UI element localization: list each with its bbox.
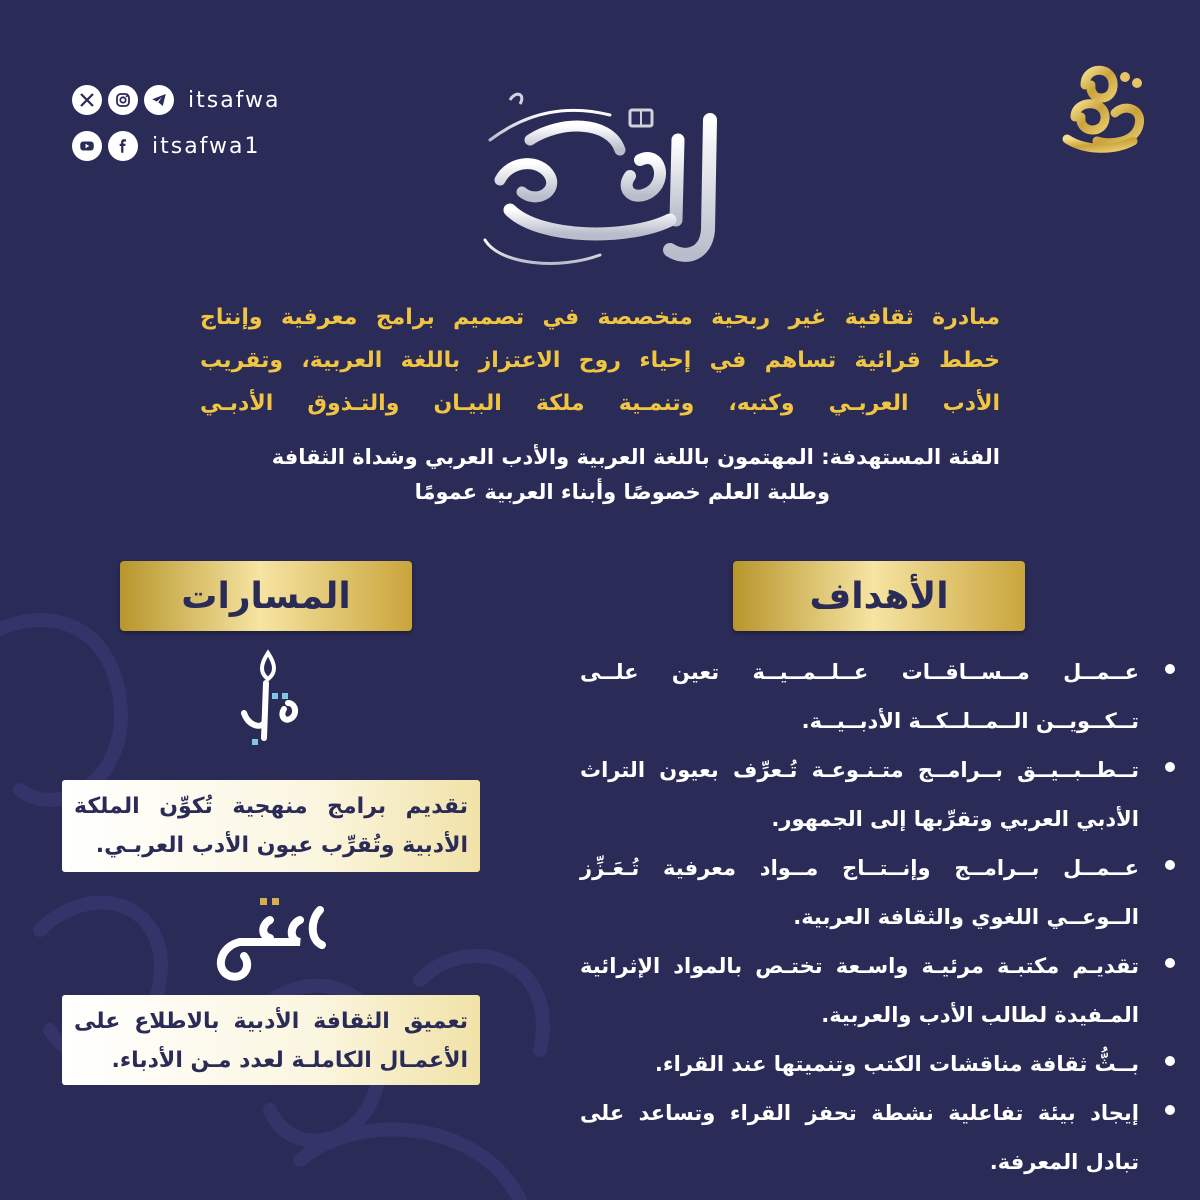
goal-text: إيجاد بيئة تفاعلية نشطة تحفز القراء وتساعد على تبادل المعرفة.: [580, 1101, 1139, 1174]
youtube-icon[interactable]: [72, 131, 102, 161]
instagram-icon[interactable]: [108, 85, 138, 115]
goals-list: [580, 648, 1175, 1187]
goal-text: عــمــل بــرامــج وإنــتــاج مــواد معرفية تُـعَـزِّز الــوعــي اللغوي والثقافة العربية.: [580, 856, 1139, 929]
safwa-logo: [1055, 55, 1155, 155]
goal-item: [580, 942, 1175, 1040]
bullet-icon: [1165, 1056, 1175, 1066]
target-audience: [200, 440, 1000, 510]
target-line-2: وطلبة العلم خصوصًا وأبناء العربية عمومًا: [414, 480, 830, 504]
intro-line-2: خطط قرائية تساهم في إحياء روح الاعتزاز باللغة العربية، وتقريب: [200, 348, 1000, 373]
intro-paragraph: [200, 296, 1000, 425]
intro-line-1: مبادرة ثقافية غير ربحية متخصصة في تصميم برامج معرفية وإنتاج: [200, 305, 1000, 330]
social-row-2: [72, 126, 281, 166]
track-desc-qiraa: تقديم برامج منهجية تُكوِّن الملكة الأدبية وتُقرِّب عيون الأدب العربـي.: [62, 780, 480, 872]
intro-line-3: الأدب العربـي وكتبه، وتنمـية ملكة البيـان والتـذوق الأدبـي: [200, 391, 1000, 416]
telegram-icon[interactable]: [144, 85, 174, 115]
social-handle-1[interactable]: itsafwa: [188, 87, 281, 113]
social-handle-2[interactable]: itsafwa1: [152, 133, 261, 159]
goal-item: [580, 1089, 1175, 1187]
target-line-1: الفئة المستهدفة: المهتمون باللغة العربية والأدب العربي وشداة الثقافة: [271, 445, 1000, 469]
goal-text: تقديـم مكتبـة مرئيـة واسـعة تختـص بالمواد الإثرائية المـفيدة لطالب الأدب والعربية.: [580, 954, 1139, 1027]
bullet-icon: [1165, 958, 1175, 968]
goals-heading: الأهداف: [733, 561, 1025, 631]
facebook-icon[interactable]: [108, 131, 138, 161]
goal-text: عــمــل مــســاقــات عــلــمــيــة تعين علــى تــكــويــن الــمــلــكــة الأدبــيــة.: [580, 660, 1139, 733]
madarij-aladab-calligraphy: [470, 80, 740, 280]
bullet-icon: [1165, 664, 1175, 674]
goal-text: بــثُّ ثقافة مناقشات الكتب وتنميتها عند القراء.: [654, 1052, 1139, 1076]
jamhara-logo: [200, 890, 340, 985]
goal-item: [580, 746, 1175, 844]
goal-item: [580, 648, 1175, 746]
social-row-1: [72, 80, 281, 120]
tracks-heading: المسارات: [120, 561, 412, 631]
bullet-icon: [1165, 762, 1175, 772]
x-icon[interactable]: [72, 85, 102, 115]
bullet-icon: [1165, 1105, 1175, 1115]
qiraa-logo: [230, 643, 310, 753]
goal-text: تــطــبــيــق بــرامــج متـنـوعـة تُـعرِّف بعيون التراث الأدبي العربي وتقرِّبها إلى الجمهور.: [580, 758, 1139, 831]
track-desc-jamhara: تعميق الثقافة الأدبية بالاطلاع على الأعمـال الكاملـة لعدد مـن الأدباء.: [62, 995, 480, 1085]
bullet-icon: [1165, 860, 1175, 870]
social-links: [72, 80, 281, 172]
goal-item: [580, 1040, 1175, 1089]
goal-item: [580, 844, 1175, 942]
